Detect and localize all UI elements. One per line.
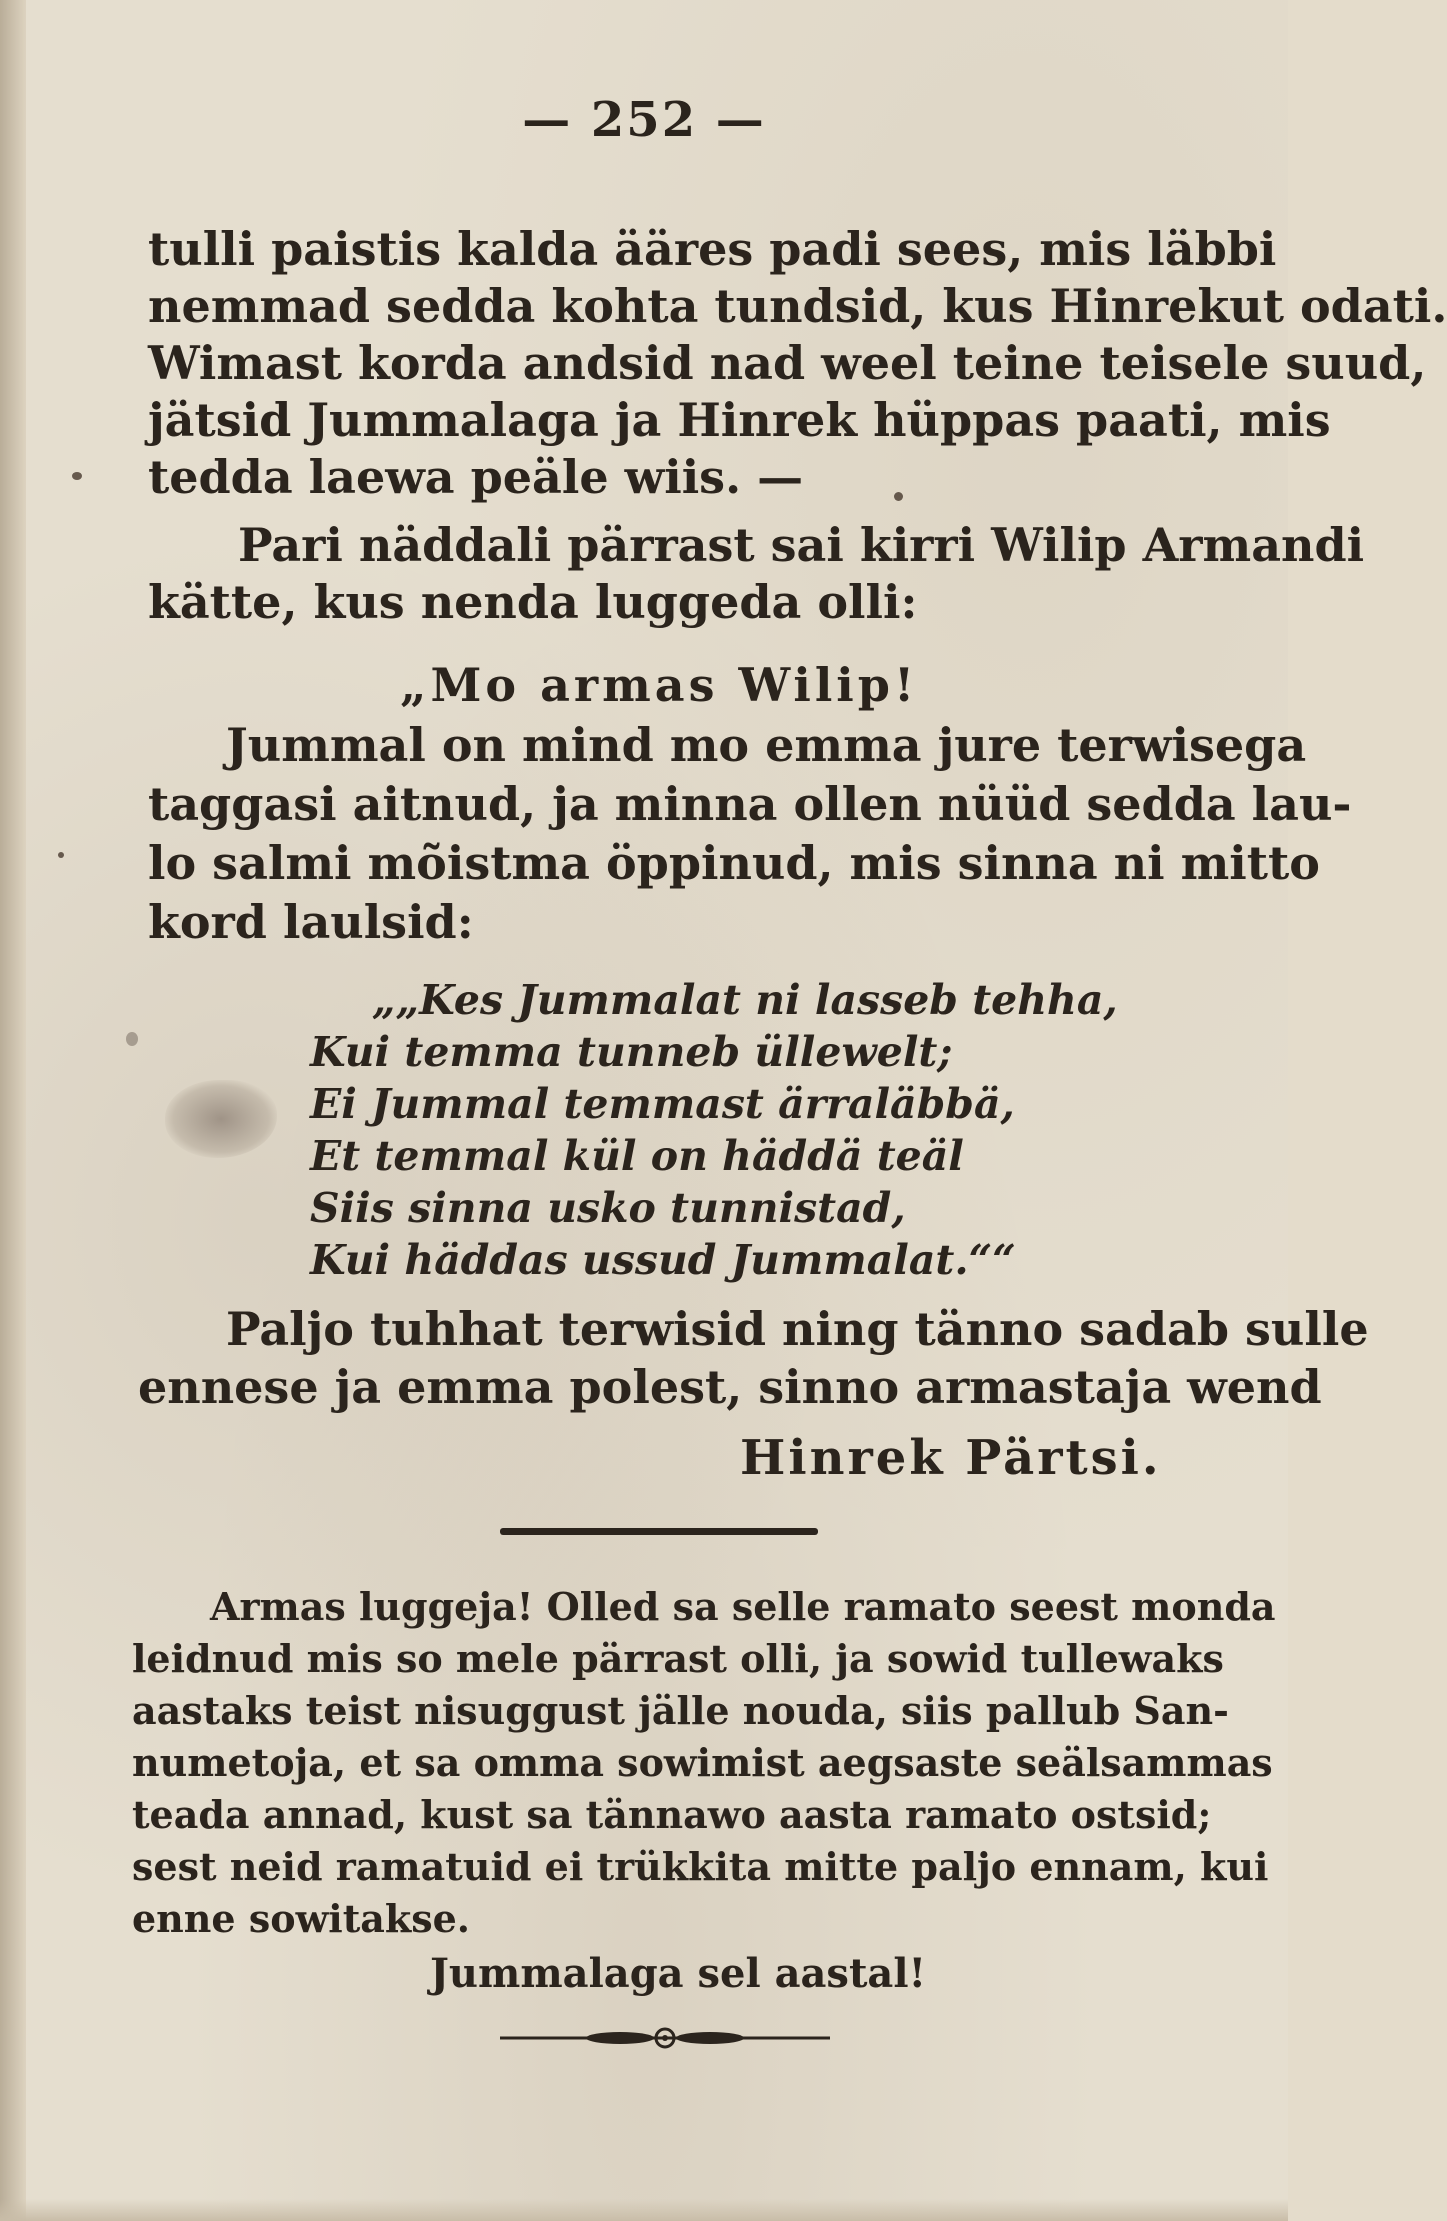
section-divider: [500, 1528, 818, 1535]
poem-line: „„Kes Jummalat ni lasseb tehha,: [372, 976, 1118, 1024]
paragraph2-line: Pari näddali pärrast sai kirri Wilip Armandi: [238, 518, 1365, 572]
poem-line: Et temmal kül on häddä teäl: [310, 1132, 964, 1180]
ink-dot: [126, 1032, 138, 1046]
paragraph1-line: tedda laewa peäle wiis. —: [148, 450, 804, 504]
note-line: sest neid ramatuid ei trükkita mitte paljo ennam, kui: [132, 1844, 1269, 1889]
note-line: teada annad, kust sa tännawo aasta ramato ostsid;: [132, 1792, 1212, 1837]
poem-line: Kui häddas ussud Jummalat.““: [310, 1236, 1016, 1284]
note-line: Armas luggeja! Olled sa selle ramato seest monda: [210, 1584, 1276, 1629]
poem-line: Siis sinna usko tunnistad,: [310, 1184, 906, 1232]
closing-line: Paljo tuhhat terwisid ning tänno sadab sulle: [226, 1302, 1369, 1356]
letter-greeting: „Mo armas Wilip!: [400, 658, 919, 712]
paragraph1-line: nemmad sedda kohta tundsid, kus Hinrekut odati.: [148, 279, 1447, 333]
paragraph1-line: Wimast korda andsid nad weel teine teisele suud,: [148, 336, 1427, 390]
ink-dot: [72, 472, 82, 480]
ink-dot: [58, 852, 64, 858]
paragraph2-line: kätte, kus nenda luggeda olli:: [148, 575, 918, 629]
letter-body-line: lo salmi mõistma öppinud, mis sinna ni mitto: [148, 836, 1320, 890]
ink-stain: [165, 1080, 277, 1158]
paragraph1-line: tulli paistis kalda ääres padi sees, mis läbbi: [148, 222, 1277, 276]
farewell-line: Jummalaga sel aastal!: [430, 1950, 927, 1997]
letter-body-line: taggasi aitnud, ja minna ollen nüüd sedda lau-: [148, 777, 1352, 831]
page-number: — 252 —: [522, 92, 766, 148]
end-ornament: [500, 2026, 830, 2050]
note-line: enne sowitakse.: [132, 1896, 471, 1941]
note-line: numetoja, et sa omma sowimist aegsaste seälsammas: [132, 1740, 1273, 1785]
paragraph1-line: jätsid Jummalaga ja Hinrek hüppas paati, mis: [148, 393, 1331, 447]
poem-line: Ei Jummal temmast ärraläbbä,: [310, 1080, 1015, 1128]
poem-line: Kui temma tunneb üllewelt;: [310, 1028, 953, 1076]
letter-signature: Hinrek Pärtsi.: [740, 1430, 1162, 1486]
page-left-edge-shadow: [0, 0, 26, 2221]
closing-line: ennese ja emma polest, sinno armastaja wend: [138, 1360, 1322, 1414]
note-line: aastaks teist nisuggust jälle nouda, siis pallub San-: [132, 1688, 1229, 1733]
note-line: leidnud mis so mele pärrast olli, ja sowid tullewaks: [132, 1636, 1224, 1681]
page-bottom-edge-shadow: [0, 2199, 1288, 2221]
letter-body-line: Jummal on mind mo emma jure terwisega: [226, 718, 1307, 772]
letter-body-line: kord laulsid:: [148, 895, 474, 949]
